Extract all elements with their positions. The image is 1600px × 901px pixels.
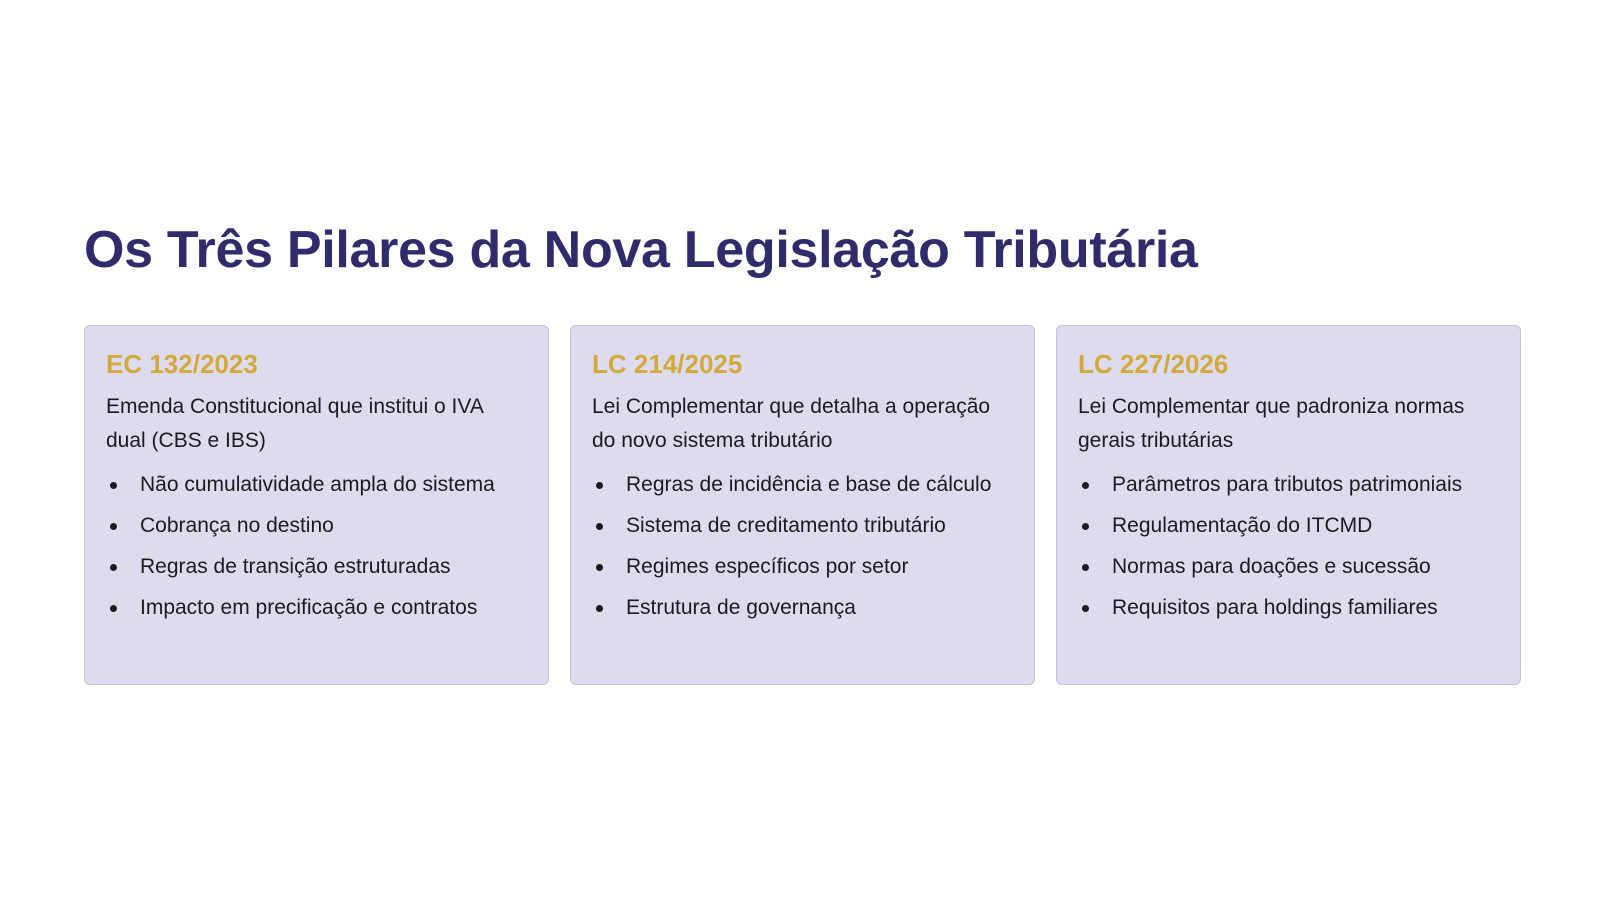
list-item-text: Regulamentação do ITCMD — [1112, 514, 1373, 537]
bullet-icon — [596, 605, 603, 612]
list-item-text: Impacto em precificação e contratos — [140, 596, 478, 619]
card-lc-227-2026 — [1056, 325, 1521, 685]
list-item-text: Regras de transição estruturadas — [140, 555, 451, 578]
bullet-icon — [596, 523, 603, 530]
list-item — [592, 468, 1014, 502]
cards-row — [84, 325, 1522, 687]
list-item — [1078, 468, 1500, 502]
bullet-list — [106, 468, 528, 625]
bullet-icon — [110, 482, 117, 489]
list-item — [106, 550, 528, 584]
list-item-text: Cobrança no destino — [140, 514, 334, 537]
list-item — [592, 550, 1014, 584]
bullet-icon — [596, 482, 603, 489]
list-item-text: Normas para doações e sucessão — [1112, 555, 1431, 578]
list-item — [592, 509, 1014, 543]
card-description: Lei Complementar que padroniza normas gerais tributárias — [1078, 395, 1465, 452]
list-item-text: Estrutura de governança — [626, 596, 856, 619]
bullet-list — [1078, 468, 1500, 625]
bullet-icon — [1082, 482, 1089, 489]
list-item — [1078, 591, 1500, 625]
list-item — [1078, 509, 1500, 543]
list-item-text: Não cumulatividade ampla do sistema — [140, 473, 495, 496]
bullet-list — [592, 468, 1014, 625]
list-item — [106, 591, 528, 625]
card-ec-132-2023 — [84, 325, 549, 685]
card-description: Emenda Constitucional que institui o IVA dual (CBS e IBS) — [106, 395, 483, 452]
list-item — [106, 468, 528, 502]
list-item-text: Requisitos para holdings familiares — [1112, 596, 1438, 619]
card-title: LC 214/2025 — [592, 349, 743, 379]
bullet-icon — [110, 605, 117, 612]
bullet-icon — [596, 564, 603, 571]
bullet-icon — [110, 564, 117, 571]
list-item — [106, 509, 528, 543]
card-title: LC 227/2026 — [1078, 349, 1229, 379]
list-item-text: Regras de incidência e base de cálculo — [626, 473, 992, 496]
card-description: Lei Complementar que detalha a operação do novo sistema tributário — [592, 395, 991, 452]
bullet-icon — [110, 523, 117, 530]
list-item — [1078, 550, 1500, 584]
list-item-text: Sistema de creditamento tributário — [626, 514, 946, 537]
list-item — [592, 591, 1014, 625]
bullet-icon — [1082, 523, 1089, 530]
list-item-text: Parâmetros para tributos patrimoniais — [1112, 473, 1463, 496]
card-title: EC 132/2023 — [106, 349, 258, 379]
list-item-text: Regimes específicos por setor — [626, 555, 909, 578]
bullet-icon — [1082, 564, 1089, 571]
page-title: Os Três Pilares da Nova Legislação Tributária — [84, 221, 1198, 279]
card-lc-214-2025 — [570, 325, 1035, 685]
bullet-icon — [1082, 605, 1089, 612]
